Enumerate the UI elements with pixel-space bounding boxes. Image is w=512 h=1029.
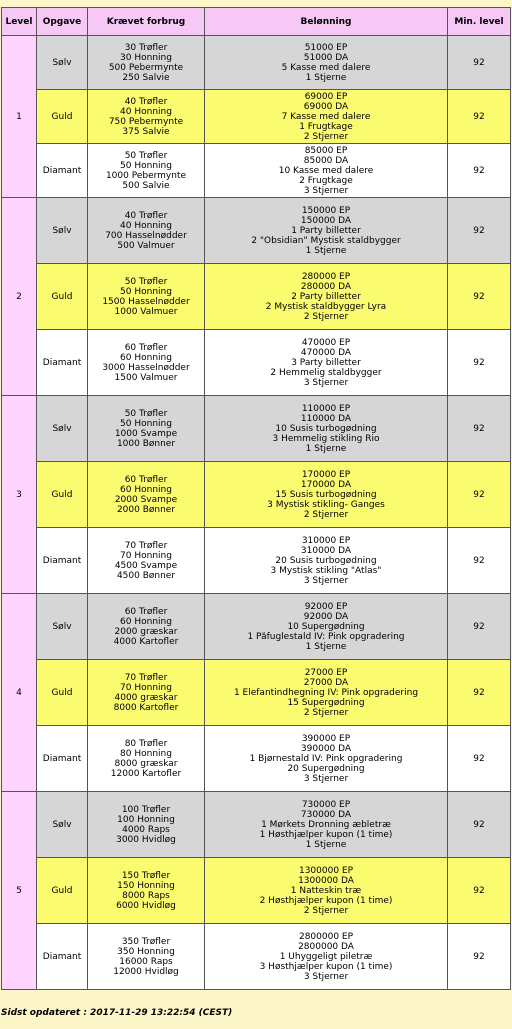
required-item: 50 Honning — [120, 286, 172, 297]
required-item: 1000 Bønner — [116, 438, 176, 449]
reward-item: 2 Party billetter — [291, 291, 361, 302]
reward-item: 150000 EP — [301, 205, 351, 216]
level-cell: 3 — [2, 396, 37, 594]
required-item: 100 Honning — [117, 814, 175, 825]
reward-item: 15 Susis turbogødning — [275, 489, 377, 500]
required-item: 50 Honning — [120, 418, 172, 429]
reward-item: 92000 EP — [304, 601, 348, 612]
reward-item: 1 Høsthjælper kupon (1 time) — [259, 829, 393, 840]
min-level-cell: 92 — [448, 90, 511, 144]
table-row — [2, 726, 511, 792]
reward-item: 10 Supergødning — [287, 621, 365, 632]
reward-item: 280000 EP — [301, 271, 351, 282]
reward-item: 2 Mystisk staldbygger Lyra — [265, 301, 387, 312]
task-name: Sølv — [37, 594, 88, 660]
reward-cell — [205, 36, 448, 90]
required-item: 2000 græskar — [114, 626, 178, 637]
min-level-cell: 92 — [448, 396, 511, 462]
required-cell — [88, 858, 205, 924]
level-cell: 4 — [2, 594, 37, 792]
required-cell — [88, 144, 205, 198]
required-item: 30 Honning — [120, 52, 172, 63]
required-item: 1500 Valmuer — [114, 372, 178, 383]
level-cell: 1 — [2, 36, 37, 198]
required-item: 500 Pebermynte — [108, 62, 184, 73]
required-item: 100 Trøfler — [121, 804, 171, 815]
table-row — [2, 594, 511, 660]
task-name: Sølv — [37, 198, 88, 264]
required-item: 4500 Svampe — [114, 560, 178, 571]
required-item: 350 Trøfler — [121, 936, 171, 947]
min-level-cell: 92 — [448, 660, 511, 726]
table-row — [2, 144, 511, 198]
required-item: 2000 Svampe — [114, 494, 178, 505]
reward-item: 1 Mørkets Dronning æbletræ — [261, 819, 391, 830]
reward-item: 2800000 DA — [298, 941, 354, 952]
required-item: 70 Trøfler — [124, 540, 168, 551]
required-item: 80 Honning — [120, 748, 172, 759]
table-row — [2, 528, 511, 594]
min-level-cell: 92 — [448, 594, 511, 660]
required-item: 150 Honning — [117, 880, 175, 891]
reward-item: 1 Stjerne — [305, 641, 347, 652]
required-item: 70 Honning — [120, 682, 172, 693]
reward-item: 1 Påfuglestald IV: Pink opgradering — [247, 631, 405, 642]
task-name: Guld — [37, 858, 88, 924]
reward-item: 69000 EP — [304, 91, 348, 102]
required-cell — [88, 528, 205, 594]
reward-item: 390000 EP — [301, 733, 351, 744]
required-item: 700 Hasselnødder — [105, 230, 187, 241]
required-item: 60 Trøfler — [124, 342, 168, 353]
reward-item: 2 Frugtkage — [299, 175, 353, 186]
required-item: 50 Honning — [120, 160, 172, 171]
reward-item: 3 Stjerner — [303, 185, 349, 196]
required-cell — [88, 264, 205, 330]
min-level-cell: 92 — [448, 528, 511, 594]
task-name: Sølv — [37, 36, 88, 90]
rewards-table — [1, 7, 511, 990]
task-name: Guld — [37, 660, 88, 726]
reward-item: 1 Bjørnestald IV: Pink opgradering — [249, 753, 403, 764]
task-name: Diamant — [37, 330, 88, 396]
required-item: 50 Trøfler — [124, 150, 168, 161]
reward-item: 470000 EP — [301, 337, 351, 348]
required-item: 60 Trøfler — [124, 474, 168, 485]
reward-item: 10 Susis turbogødning — [275, 423, 377, 434]
required-item: 60 Honning — [120, 616, 172, 627]
reward-item: 69000 DA — [303, 101, 349, 112]
reward-item: 92000 DA — [303, 611, 349, 622]
required-item: 40 Honning — [120, 106, 172, 117]
required-item: 500 Valmuer — [117, 240, 175, 251]
reward-item: 1 Stjerne — [305, 72, 347, 83]
reward-item: 20 Susis turbogødning — [275, 555, 377, 566]
reward-cell — [205, 264, 448, 330]
min-level-cell: 92 — [448, 792, 511, 858]
required-item: 12000 Hvidløg — [113, 966, 179, 977]
level-cell: 5 — [2, 792, 37, 990]
table-row — [2, 36, 511, 90]
reward-item: 1 Uhyggeligt piletræ — [279, 951, 373, 962]
reward-item: 3 Mystisk stikling "Atlas" — [270, 565, 382, 576]
required-item: 1000 Svampe — [114, 428, 178, 439]
min-level-cell: 92 — [448, 462, 511, 528]
reward-item: 3 Hemmelig stikling Rio — [272, 433, 380, 444]
last-updated: Sidst opdateret : 2017-11-29 13:22:54 (CEST) — [1, 1008, 233, 1018]
reward-item: 1 Stjerne — [305, 245, 347, 256]
table-row — [2, 330, 511, 396]
table-row — [2, 396, 511, 462]
reward-item: 51000 DA — [303, 52, 349, 63]
required-item: 40 Trøfler — [124, 96, 168, 107]
reward-item: 110000 DA — [300, 413, 352, 424]
required-item: 60 Honning — [120, 352, 172, 363]
required-item: 4500 Bønner — [116, 570, 176, 581]
task-name: Diamant — [37, 924, 88, 990]
reward-item: 2 Stjerner — [303, 905, 349, 916]
reward-item: 2800000 EP — [298, 931, 354, 942]
table-row — [2, 924, 511, 990]
required-item: 1500 Hasselnødder — [102, 296, 190, 307]
required-item: 50 Trøfler — [124, 276, 168, 287]
reward-item: 1 Party billetter — [291, 225, 361, 236]
reward-item: 1 Frugtkage — [299, 121, 353, 132]
reward-cell — [205, 792, 448, 858]
required-item: 70 Honning — [120, 550, 172, 561]
reward-item: 1300000 DA — [298, 875, 354, 886]
min-level-cell: 92 — [448, 726, 511, 792]
header-task: Opgave — [37, 8, 88, 36]
reward-item: 2 Stjerner — [303, 311, 349, 322]
reward-item: 51000 EP — [304, 42, 348, 53]
reward-item: 5 Kasse med dalere — [281, 62, 371, 73]
required-cell — [88, 792, 205, 858]
reward-item: 3 Høsthjælper kupon (1 time) — [259, 961, 393, 972]
header-row — [2, 8, 511, 36]
table-row — [2, 660, 511, 726]
required-cell — [88, 330, 205, 396]
reward-cell — [205, 660, 448, 726]
reward-item: 310000 EP — [301, 535, 351, 546]
reward-cell — [205, 726, 448, 792]
min-level-cell: 92 — [448, 144, 511, 198]
required-item: 4000 Kartofler — [113, 636, 179, 647]
reward-item: 3 Stjerner — [303, 377, 349, 388]
reward-item: 2 Stjerner — [303, 509, 349, 520]
table-row — [2, 792, 511, 858]
required-item: 40 Trøfler — [124, 210, 168, 221]
task-name: Guld — [37, 264, 88, 330]
required-item: 80 Trøfler — [124, 738, 168, 749]
reward-item: 10 Kasse med dalere — [278, 165, 374, 176]
required-item: 750 Pebermynte — [108, 116, 184, 127]
min-level-cell: 92 — [448, 924, 511, 990]
reward-item: 7 Kasse med dalere — [281, 111, 371, 122]
task-name: Sølv — [37, 396, 88, 462]
reward-item: 1 Elefantindhegning IV: Pink opgradering — [233, 687, 419, 698]
min-level-cell: 92 — [448, 36, 511, 90]
reward-item: 20 Supergødning — [287, 763, 365, 774]
task-name: Diamant — [37, 726, 88, 792]
reward-item: 730000 EP — [301, 799, 351, 810]
required-item: 8000 græskar — [114, 758, 178, 769]
required-item: 50 Trøfler — [124, 408, 168, 419]
required-item: 1000 Pebermynte — [105, 170, 187, 181]
required-item: 375 Salvie — [122, 126, 170, 137]
task-name: Guld — [37, 462, 88, 528]
required-item: 60 Honning — [120, 484, 172, 495]
required-item: 70 Trøfler — [124, 672, 168, 683]
required-cell — [88, 594, 205, 660]
required-item: 12000 Kartofler — [110, 768, 182, 779]
table-row — [2, 858, 511, 924]
reward-cell — [205, 594, 448, 660]
reward-item: 150000 DA — [300, 215, 352, 226]
min-level-cell: 92 — [448, 330, 511, 396]
reward-item: 15 Supergødning — [287, 697, 365, 708]
reward-item: 2 Stjerner — [303, 707, 349, 718]
task-name: Diamant — [37, 144, 88, 198]
table-row — [2, 90, 511, 144]
reward-item: 2 "Obsidian" Mystisk staldbygger — [251, 235, 401, 246]
min-level-cell: 92 — [448, 198, 511, 264]
table-body — [2, 36, 511, 990]
required-item: 350 Honning — [117, 946, 175, 957]
required-cell — [88, 660, 205, 726]
task-name: Guld — [37, 90, 88, 144]
reward-cell — [205, 396, 448, 462]
reward-item: 2 Hemmelig staldbygger — [270, 367, 382, 378]
reward-cell — [205, 198, 448, 264]
header-level: Level — [2, 8, 37, 36]
required-item: 6000 Hvidløg — [116, 900, 176, 911]
required-item: 60 Trøfler — [124, 606, 168, 617]
required-item: 8000 Raps — [122, 890, 170, 901]
level-cell: 2 — [2, 198, 37, 396]
reward-cell — [205, 858, 448, 924]
reward-item: 85000 DA — [303, 155, 349, 166]
reward-item: 1 Stjerne — [305, 839, 347, 850]
reward-item: 27000 DA — [303, 677, 349, 688]
required-item: 4000 græskar — [114, 692, 178, 703]
reward-cell — [205, 144, 448, 198]
required-item: 3000 Hvidløg — [116, 834, 176, 845]
required-item: 4000 Raps — [122, 824, 170, 835]
required-item: 3000 Hasselnødder — [102, 362, 190, 373]
reward-cell — [205, 462, 448, 528]
reward-item: 170000 DA — [300, 479, 352, 490]
reward-item: 1300000 EP — [298, 865, 354, 876]
reward-item: 85000 EP — [304, 145, 348, 156]
reward-item: 27000 EP — [304, 667, 348, 678]
header-required: Krævet forbrug — [88, 8, 205, 36]
min-level-cell: 92 — [448, 264, 511, 330]
reward-cell — [205, 90, 448, 144]
header-reward: Belønning — [205, 8, 448, 36]
reward-item: 2 Stjerner — [303, 131, 349, 142]
reward-item: 3 Party billetter — [291, 357, 361, 368]
required-item: 2000 Bønner — [116, 504, 176, 515]
reward-cell — [205, 528, 448, 594]
reward-item: 470000 DA — [300, 347, 352, 358]
required-cell — [88, 462, 205, 528]
reward-item: 170000 EP — [301, 469, 351, 480]
reward-item: 3 Stjerner — [303, 575, 349, 586]
required-item: 16000 Raps — [119, 956, 173, 967]
required-cell — [88, 396, 205, 462]
reward-item: 110000 EP — [301, 403, 351, 414]
required-cell — [88, 726, 205, 792]
task-name: Sølv — [37, 792, 88, 858]
reward-item: 3 Stjerner — [303, 773, 349, 784]
required-item: 40 Honning — [120, 220, 172, 231]
min-level-cell: 92 — [448, 858, 511, 924]
reward-item: 2 Høsthjælper kupon (1 time) — [259, 895, 393, 906]
rewards-table-wrapper — [0, 7, 512, 990]
required-item: 30 Trøfler — [124, 42, 168, 53]
reward-cell — [205, 924, 448, 990]
required-item: 150 Trøfler — [121, 870, 171, 881]
required-item: 8000 Kartofler — [113, 702, 179, 713]
table-row — [2, 264, 511, 330]
table-row — [2, 198, 511, 264]
task-name: Diamant — [37, 528, 88, 594]
required-cell — [88, 36, 205, 90]
required-cell — [88, 198, 205, 264]
reward-item: 310000 DA — [300, 545, 352, 556]
reward-item: 730000 DA — [300, 809, 352, 820]
required-item: 250 Salvie — [122, 72, 170, 83]
required-item: 500 Salvie — [122, 180, 170, 191]
reward-item: 3 Stjerner — [303, 971, 349, 982]
required-cell — [88, 90, 205, 144]
reward-item: 3 Mystisk stikling- Ganges — [267, 499, 385, 510]
reward-cell — [205, 330, 448, 396]
required-cell — [88, 924, 205, 990]
reward-item: 1 Stjerne — [305, 443, 347, 454]
reward-item: 1 Natteskin træ — [290, 885, 362, 896]
header-min-level: Min. level — [448, 8, 511, 36]
reward-item: 390000 DA — [300, 743, 352, 754]
reward-item: 280000 DA — [300, 281, 352, 292]
table-row — [2, 462, 511, 528]
required-item: 1000 Valmuer — [114, 306, 178, 317]
